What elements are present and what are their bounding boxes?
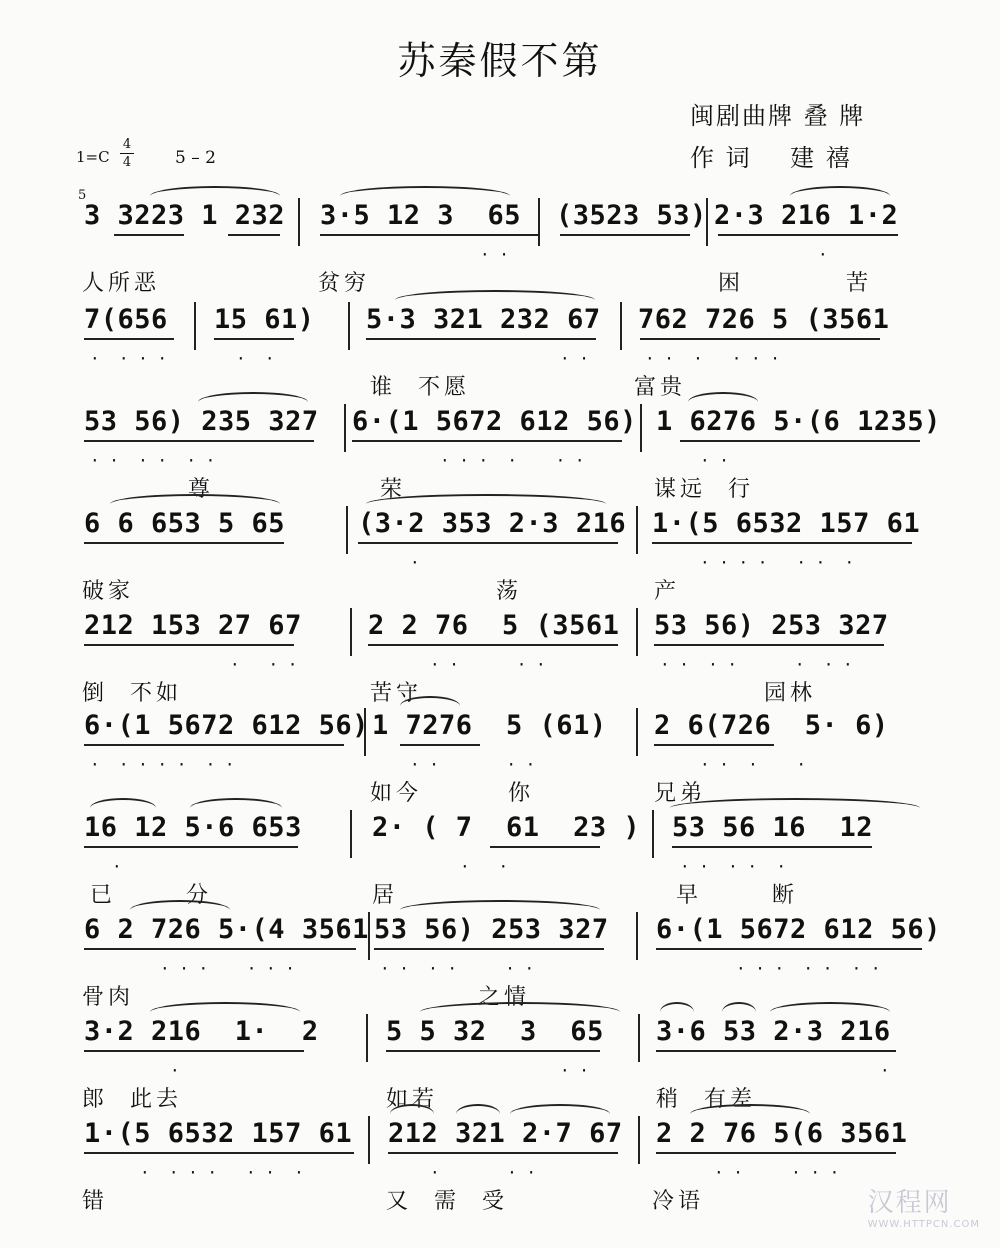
- lyric: 如今: [370, 781, 423, 806]
- watermark-url: WWW.HTTPCN.COM: [867, 1219, 980, 1230]
- lyrics-line: [0, 1082, 1000, 1112]
- measure: 53 56 16 12: [672, 812, 874, 843]
- barline: [706, 198, 708, 246]
- octave-dots: · · · · · · ·: [140, 1163, 304, 1182]
- barline: [350, 810, 352, 858]
- pickup-notation: 5 – 2: [175, 148, 216, 168]
- underline: [400, 744, 480, 746]
- barline: [636, 912, 638, 960]
- measure: 1·(5 6532 157 61: [652, 508, 921, 539]
- measure: (3523 53): [556, 200, 707, 231]
- measure: 2· ( 7 61 23 ): [372, 812, 641, 843]
- octave-dots: ·: [818, 245, 828, 264]
- measure: (3·2 353 2·3 216: [358, 508, 627, 539]
- lyric: 你: [508, 781, 535, 806]
- barline: [348, 302, 350, 350]
- lyric: 稍 有差: [656, 1087, 756, 1112]
- octave-dots: · · · · · · ·: [736, 959, 881, 978]
- underline: [114, 234, 184, 236]
- watermark-text: 汉程网: [867, 1188, 952, 1218]
- lyric: 荣: [380, 477, 407, 502]
- measure: 1 6276 5·(6 1235): [656, 406, 941, 437]
- octave-dots: · · · · · · ·: [700, 553, 855, 572]
- measure: 212 321 2·7 67: [388, 1118, 623, 1149]
- underline: [368, 644, 618, 646]
- underline: [228, 234, 280, 236]
- underline: [84, 440, 314, 442]
- octave-dots: · · ·: [230, 655, 298, 674]
- author-label: 作 词 建 禧: [690, 144, 852, 172]
- key-signature: 1=C: [76, 148, 110, 166]
- barline: [368, 1116, 370, 1164]
- time-sig-top: 4: [122, 137, 132, 152]
- lyrics-line: [0, 370, 1000, 400]
- underline: [654, 644, 884, 646]
- time-signature: [120, 136, 134, 171]
- lyric: 分: [186, 883, 213, 908]
- underline: [84, 846, 298, 848]
- lyric: 苦守: [370, 681, 423, 706]
- lyric: 富贵: [634, 375, 687, 400]
- measure: 53 56) 253 327: [374, 914, 609, 945]
- octave-dots: ·: [112, 857, 122, 876]
- underline: [358, 542, 618, 544]
- barline: [538, 198, 540, 246]
- lyric: 苦: [846, 271, 873, 296]
- underline: [374, 948, 604, 950]
- lyric: 骨肉: [82, 985, 135, 1010]
- octave-dots: · · · · · ·: [160, 959, 295, 978]
- underline: [654, 744, 774, 746]
- underline: [680, 440, 920, 442]
- octave-dots: ·: [170, 1061, 180, 1080]
- lyric: 尊: [188, 477, 215, 502]
- lyric: 已: [90, 883, 117, 908]
- barline: [652, 810, 654, 858]
- barline: [638, 1116, 640, 1164]
- measure: 3 3223 1 232: [84, 200, 286, 231]
- underline: [388, 1152, 618, 1154]
- underline: [386, 1050, 600, 1052]
- underline: [84, 1152, 354, 1154]
- barline: [636, 708, 638, 756]
- underline: [84, 948, 356, 950]
- lyric: 断: [772, 883, 799, 908]
- measure: 16 12 5·6 653: [84, 812, 302, 843]
- lyric: 冷语: [652, 1189, 705, 1214]
- lyric: 之情: [478, 985, 531, 1010]
- octave-dots: ·: [410, 553, 420, 572]
- lyrics-line: [0, 1184, 1000, 1214]
- measure: 5 5 32 3 65: [386, 1016, 604, 1047]
- measure: 2·3 216 1·2: [714, 200, 899, 231]
- octave-dots: · · · · · · ·: [90, 755, 235, 774]
- measure: 3·5 12 3 65: [320, 200, 522, 231]
- measure: 6·(1 5672 612 56): [84, 710, 369, 741]
- barline: [364, 708, 366, 756]
- barline: [368, 912, 370, 960]
- underline: [214, 338, 294, 340]
- measure: 3·6 53 2·3 216: [656, 1016, 891, 1047]
- measure: 6 2 726 5·(4 3561: [84, 914, 369, 945]
- octave-dots: · · · · · ·: [440, 451, 585, 470]
- lyric: 人所恶: [82, 271, 161, 296]
- grace-note: 5: [78, 188, 87, 203]
- lyric: 谋远 行: [654, 477, 754, 502]
- lyric: 贫穷: [318, 271, 371, 296]
- barline: [350, 608, 352, 656]
- underline: [320, 234, 540, 236]
- underline: [84, 644, 294, 646]
- octave-dots: · · · · · ·: [90, 451, 216, 470]
- underline: [560, 234, 690, 236]
- octave-dots: · · · ·: [700, 755, 806, 774]
- measure: 5·3 321 232 67: [366, 304, 601, 335]
- octave-dots: · ·: [460, 857, 509, 876]
- octave-dots: · · · · ·: [714, 1163, 840, 1182]
- measure: 6·(1 5672 612 56): [656, 914, 941, 945]
- barline: [344, 404, 346, 452]
- lyrics-line: [0, 676, 1000, 706]
- lyric: 又 需 受: [386, 1189, 508, 1214]
- measure: 7(656: [84, 304, 168, 335]
- lyric: 倒 不如: [82, 681, 182, 706]
- underline: [84, 338, 174, 340]
- measure: 2 2 76 5 (3561: [368, 610, 620, 641]
- watermark-logo: [868, 1182, 980, 1230]
- measure: 2 6(726 5· 6): [654, 710, 889, 741]
- barline: [636, 506, 638, 554]
- octave-dots: · ·: [560, 349, 589, 368]
- measure: 53 56) 235 327: [84, 406, 319, 437]
- underline: [84, 542, 284, 544]
- lyric: 破家: [82, 579, 135, 604]
- measure: 6·(1 5672 612 56): [352, 406, 637, 437]
- underline: [656, 1152, 896, 1154]
- octave-dots: · ·: [236, 349, 275, 368]
- measure: 15 61): [214, 304, 315, 335]
- octave-dots: · · · · · ·: [645, 349, 780, 368]
- barline: [620, 302, 622, 350]
- lyric: 郎 此去: [82, 1087, 182, 1112]
- underline: [672, 846, 872, 848]
- measure: 1·(5 6532 157 61: [84, 1118, 353, 1149]
- lyrics-line: [0, 574, 1000, 604]
- score-title: 苏秦假不第: [397, 39, 603, 83]
- octave-dots: · · · ·: [430, 655, 546, 674]
- measure: 6 6 653 5 65: [84, 508, 286, 539]
- measure: 2 2 76 5(6 3561: [656, 1118, 908, 1149]
- underline: [490, 846, 600, 848]
- underline: [640, 338, 880, 340]
- octave-dots: · ·: [560, 1061, 589, 1080]
- barline: [636, 608, 638, 656]
- barline: [640, 404, 642, 452]
- underline: [718, 234, 898, 236]
- barline: [346, 506, 348, 554]
- lyric: 产: [654, 579, 681, 604]
- underline: [656, 1050, 896, 1052]
- lyric: 园林: [764, 681, 817, 706]
- measure: 3·2 216 1· 2: [84, 1016, 319, 1047]
- lyric: 早: [676, 883, 703, 908]
- barline: [298, 198, 300, 246]
- octave-dots: · · · ·: [90, 349, 168, 368]
- lyric: 荡: [496, 579, 523, 604]
- octave-dots: ·: [880, 1061, 890, 1080]
- barline: [638, 1014, 640, 1062]
- octave-dots: · ·: [480, 245, 509, 264]
- barline: [194, 302, 196, 350]
- octave-dots: · ·: [700, 451, 729, 470]
- measure: 762 726 5 (3561: [638, 304, 890, 335]
- lyric: 困: [718, 271, 745, 296]
- underline: [84, 1050, 304, 1052]
- octave-dots: · · · · · · ·: [660, 655, 853, 674]
- octave-dots: · · ·: [430, 1163, 536, 1182]
- underline: [656, 948, 922, 950]
- octave-dots: · · · ·: [410, 755, 536, 774]
- lyric: 错: [82, 1189, 109, 1214]
- octave-dots: · · · · · ·: [380, 959, 535, 978]
- measure: 212 153 27 67: [84, 610, 302, 641]
- measure: 53 56) 253 327: [654, 610, 889, 641]
- lyric: 如若: [386, 1087, 439, 1112]
- lyric: 居: [372, 883, 399, 908]
- lyric: 谁 不愿: [370, 375, 470, 400]
- time-sig-bottom: 4: [122, 155, 132, 170]
- source-label: 闽剧曲牌 叠 牌: [690, 102, 866, 130]
- lyric: 兄弟: [654, 781, 707, 806]
- underline: [352, 440, 622, 442]
- underline: [366, 338, 596, 340]
- measure: 1 7276 5 (61): [372, 710, 607, 741]
- underline: [652, 542, 912, 544]
- octave-dots: · · · · ·: [680, 857, 786, 876]
- barline: [366, 1014, 368, 1062]
- underline: [84, 744, 344, 746]
